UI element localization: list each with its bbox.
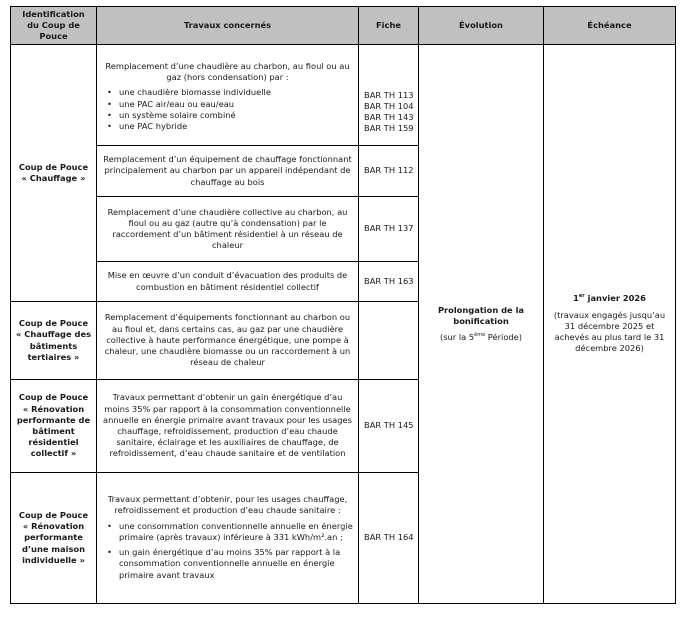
evolution-sub-prefix: (sur la 5 xyxy=(439,332,475,343)
group-line1: Coup de Pouce xyxy=(18,392,89,403)
travaux-intro: Remplacement d’une chaudière au charbon, au fioul ou au gaz (hors condensation) par : xyxy=(105,60,350,83)
evolution-sub xyxy=(423,332,539,343)
list-item: • une consommation conventionnelle annuelle en énergie primaire (après travaux) inférieure à 331 kWh/m².an ; xyxy=(105,521,354,543)
header-identification: Identification du Coup de Pouce xyxy=(11,7,97,45)
echeance-detail: (travaux engagés jusqu’au 31 décembre 2025 et achevés au plus tard le 31 décembre 2026) xyxy=(553,309,666,354)
travaux-cell: Remplacement d’équipements fonctionnant au charbon ou au fioul et, dans certains cas, au gaz par une chaudière collective à haute performance énergétique, une pompe à chaleur, une chaudière biomasse ou un raccordement à un réseau de chaleur xyxy=(97,302,359,380)
header-fiche: Fiche xyxy=(359,7,419,45)
header-travaux: Travaux concernés xyxy=(97,7,359,45)
travaux-cell: Mise en œuvre d’un conduit d’évacuation des produits de combustion en bâtiment résidentiel collectif xyxy=(97,262,359,302)
fiche-cell xyxy=(359,302,419,380)
group-line1: Coup de Pouce xyxy=(18,509,89,520)
echeance-date-prefix: 1 xyxy=(573,293,579,304)
travaux-cell: Remplacement d’une chaudière collective au charbon, au fioul ou au gaz (autre qu’à condensation) par le raccordement d’un bâtiment résidentiel à un réseau de chaleur xyxy=(97,197,359,262)
fiche-cell: BAR TH 137 xyxy=(359,197,419,262)
fiche-cell: BAR TH 112 xyxy=(359,146,419,197)
fiche-code: BAR TH 113 xyxy=(364,89,414,100)
fiche-code: BAR TH 143 xyxy=(364,112,414,122)
fiche-cell: BAR TH 164 xyxy=(359,473,419,604)
fiche-cell: BAR TH 163 xyxy=(359,262,419,302)
travaux-list xyxy=(101,521,354,581)
group-line2: « Chauffage » xyxy=(21,173,86,183)
list-item: • une PAC hybride xyxy=(105,121,354,132)
fiche-cell: BAR TH 145 xyxy=(359,380,419,473)
travaux-list xyxy=(101,87,354,132)
coup-de-pouce-table xyxy=(10,6,676,604)
group-renovation-collectif xyxy=(11,380,97,473)
group-line1: Coup de Pouce xyxy=(18,318,89,329)
echeance-date xyxy=(548,293,671,304)
group-line1: Coup de Pouce xyxy=(18,161,89,172)
echeance-cell xyxy=(544,45,676,604)
list-item: • une PAC air/eau ou eau/eau xyxy=(105,99,354,110)
fiche-cell xyxy=(359,45,419,146)
group-line2: « Chauffage des bâtiments tertiaires » xyxy=(15,329,92,362)
travaux-cell: Travaux permettant d’obtenir un gain énergétique d’au moins 35% par rapport à la consommation conventionnelle annuelle en énergie primaire avant travaux pour les usages chauffage, refroidissement, production d’eau chaude sanitaire, éclairage et les auxiliaires de chauffage, de refroidissement, d’eau chaude sanitaire et de ventilation xyxy=(97,380,359,473)
group-chauffage xyxy=(11,45,97,302)
evolution-cell xyxy=(419,45,544,604)
echeance-date-suffix: janvier 2026 xyxy=(584,293,646,304)
echeance-date-sup: er xyxy=(578,293,585,300)
header-echeance: Échéance xyxy=(544,7,676,45)
group-line2: « Rénovation performante de bâtiment résidentiel collectif » xyxy=(16,403,91,459)
evolution-sub-sup: ème xyxy=(474,332,486,339)
group-line2: « Rénovation performante d’une maison individuelle » xyxy=(21,521,86,565)
list-item: • une chaudière biomasse individuelle xyxy=(105,87,354,98)
table-row xyxy=(11,45,676,146)
header-evolution: Évolution xyxy=(419,7,544,45)
list-item: • un système solaire combiné xyxy=(105,110,354,121)
fiche-code: BAR TH 159 xyxy=(364,123,414,134)
header-row xyxy=(11,7,676,45)
group-tertiaire xyxy=(11,302,97,380)
evolution-main: Prolongation de la bonification xyxy=(437,304,525,326)
travaux-cell: Remplacement d’un équipement de chauffage fonctionnant principalement au charbon par un appareil indépendant de chauffage au bois xyxy=(97,146,359,197)
evolution-sub-suffix: Période) xyxy=(485,332,523,343)
travaux-intro: Travaux permettant d’obtenir, pour les usages chauffage, refroidissement et production d’eau chaude sanitaire : xyxy=(107,494,348,516)
fiche-code: BAR TH 104 xyxy=(364,100,414,111)
list-item: • un gain énergétique d’au moins 35% par rapport à la consommation conventionnelle annuelle en énergie primaire avant travaux xyxy=(105,547,354,581)
travaux-cell xyxy=(97,473,359,604)
travaux-cell xyxy=(97,45,359,146)
group-renovation-maison xyxy=(11,473,97,604)
